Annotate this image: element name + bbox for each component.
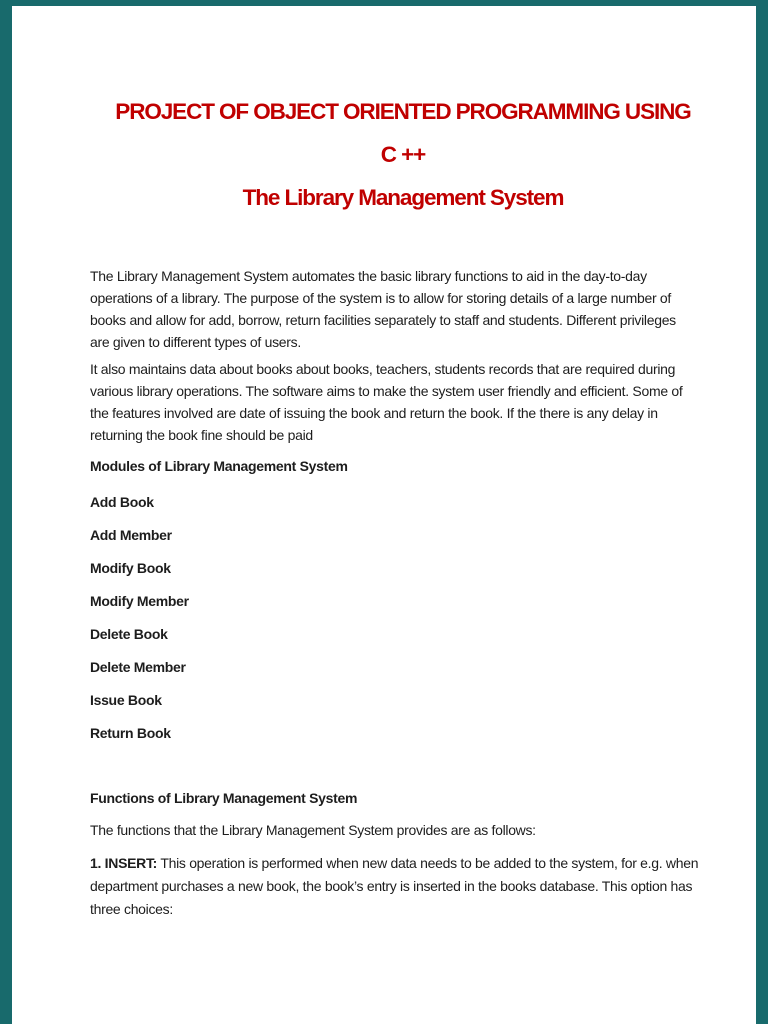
document-subtitle: The Library Management System xyxy=(242,185,564,210)
insert-paragraph xyxy=(90,852,716,921)
paragraph-line: books and allow for add, borrow, return facilities separately to staff and students. Different privileges xyxy=(90,312,676,328)
modules-heading: Modules of Library Management System xyxy=(90,458,348,474)
paragraph-line: various library operations. The software aims to make the system user friendly and efficient. Some of xyxy=(90,383,683,399)
module-item: Modify Book xyxy=(90,560,171,576)
page-content xyxy=(12,90,756,921)
intro-paragraph-2 xyxy=(90,358,716,446)
functions-intro: The functions that the Library Management System provides are as follows: xyxy=(90,822,536,838)
paragraph-line: are given to different types of users. xyxy=(90,334,301,350)
paragraph-line: three choices: xyxy=(90,901,173,917)
paragraph-line: returning the book fine should be paid xyxy=(90,427,313,443)
paragraph-line xyxy=(90,852,716,875)
viewer-background-top xyxy=(0,0,768,6)
paragraph-line: department purchases a new book, the book’s entry is inserted in the books database. This option has xyxy=(90,878,693,894)
viewer-background-left xyxy=(0,0,12,1024)
module-item: Delete Book xyxy=(90,626,168,642)
module-item: Add Member xyxy=(90,527,172,543)
modules-list xyxy=(90,491,716,744)
insert-line1-rest: This operation is performed when new data needs to be added to the system, for e.g. when xyxy=(157,855,699,871)
module-item: Delete Member xyxy=(90,659,186,675)
title-line-2: C ++ xyxy=(380,142,426,167)
insert-rest-lines xyxy=(90,875,716,921)
paragraph-line: The Library Management System automates the basic library functions to aid in the day-to-day xyxy=(90,268,647,284)
document-title xyxy=(90,90,716,219)
title-line-1: PROJECT OF OBJECT ORIENTED PROGRAMMING USING xyxy=(115,99,691,124)
module-item: Return Book xyxy=(90,725,171,741)
intro-paragraph-1 xyxy=(90,265,716,353)
module-item: Add Book xyxy=(90,494,154,510)
viewer-background-right xyxy=(756,0,768,1024)
document-page xyxy=(12,6,756,1024)
module-item: Modify Member xyxy=(90,593,189,609)
paragraph-line: the features involved are date of issuing the book and return the book. If the there is any delay in xyxy=(90,405,658,421)
paragraph-line: operations of a library. The purpose of the system is to allow for storing details of a large number of xyxy=(90,290,672,306)
module-item: Issue Book xyxy=(90,692,162,708)
paragraph-line: It also maintains data about books about books, teachers, students records that are required during xyxy=(90,361,676,377)
functions-heading: Functions of Library Management System xyxy=(90,790,358,806)
insert-label: 1. INSERT: xyxy=(90,855,158,871)
